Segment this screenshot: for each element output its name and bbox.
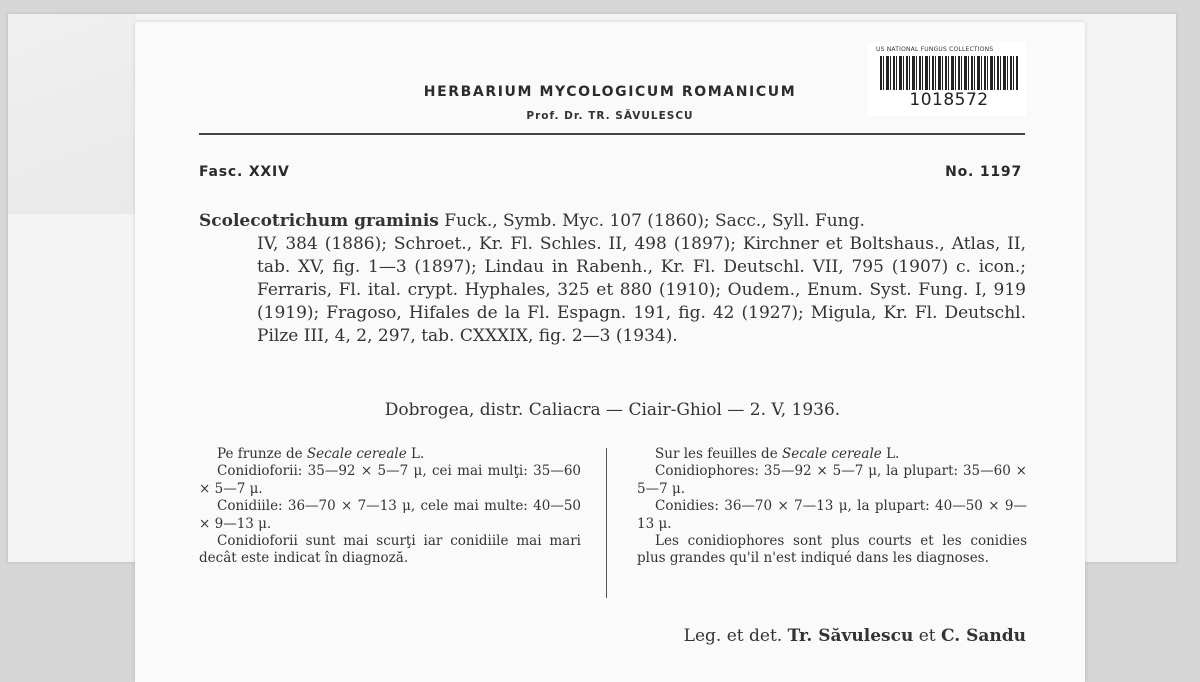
citation-rest: IV, 384 (1886); Schroet., Kr. Fl. Schles. II, 498 (1897); Kirchner et Boltshaus., Atlas, II, tab. XV, fig. 1—3 (1897); Lindau in Rabenh., Kr. Fl. Deutschl. VII, 795 (1907) c. icon.; Ferraris, Fl. ital. crypt. Hyphales, 325 et 880 (1910); Oudem., Enum. Syst. Fung. I, 919 (1919); Fragoso, Hifales de la Fl. Espagn. 191, fig. 42 (1927); Migula, Kr. Fl. Deutschl. Pilze III, 4, 2, 297, tab. CXXXIX, fig. 2—3 (1934). [257, 234, 1026, 346]
french-conidia: Conidies: 36—70 × 7—13 μ, la plupart: 40—50 × 9—13 μ. [637, 498, 1027, 532]
barcode-caption: US NATIONAL FUNGUS COLLECTIONS [876, 46, 994, 53]
french-host-name: Secale cereale [781, 446, 882, 462]
french-note: Les conidiophores sont plus courts et les conidies plus grandes qu'il n'est indiqué dans les diagnoses. [637, 533, 1027, 567]
collector-1: Tr. Săvulescu [787, 626, 914, 646]
specimen-number: No. 1197 [945, 164, 1022, 180]
romanian-conidia: Conidiile: 36—70 × 7—13 μ, cele mai multe: 40—50 × 9—13 μ. [199, 498, 581, 532]
romanian-host-suffix: L. [406, 446, 425, 462]
citation-first-line: Fuck., Symb. Myc. 107 (1860); Sacc., Syll. Fung. [438, 211, 865, 231]
romanian-description [199, 446, 581, 568]
species-name: Scolecotrichum graminis [199, 211, 439, 231]
locality: Dobrogea, distr. Caliacra — Ciair-Ghiol — 2. V, 1936. [384, 400, 841, 420]
collectors-prefix: Leg. et det. [683, 626, 788, 646]
header-rule [199, 133, 1025, 135]
barcode-icon [880, 56, 1018, 90]
french-host-prefix: Sur les feuilles de [655, 446, 782, 462]
french-host-suffix: L. [881, 446, 900, 462]
herbarium-subtitle: Prof. Dr. TR. SĂVULESCU [526, 110, 694, 122]
species-citation [199, 210, 1026, 348]
fascicle-label: Fasc. XXIV [199, 164, 290, 180]
collector-2: C. Sandu [941, 626, 1026, 646]
romanian-note: Conidioforii sunt mai scurţi iar conidiile mai mari decât este indicat în diagnoză. [199, 533, 581, 567]
romanian-conidiophores: Conidioforii: 35—92 × 5—7 μ, cei mai mulţi: 35—60 × 5—7 μ. [199, 463, 581, 497]
barcode-number: 1018572 [909, 90, 989, 110]
french-conidiophores: Conidiophores: 35—92 × 5—7 μ, la plupart: 35—60 × 5—7 μ. [637, 463, 1027, 497]
romanian-host-name: Secale cereale [306, 446, 407, 462]
envelope-flap [8, 14, 136, 214]
romanian-host [199, 446, 581, 463]
column-divider [606, 448, 607, 598]
collectors-joiner: et [913, 626, 942, 646]
herbarium-title: HERBARIUM MYCOLOGICUM ROMANICUM [423, 84, 797, 100]
french-description [637, 446, 1027, 568]
romanian-host-prefix: Pe frunze de [217, 446, 307, 462]
collectors-line [684, 626, 1026, 646]
french-host [637, 446, 1027, 463]
